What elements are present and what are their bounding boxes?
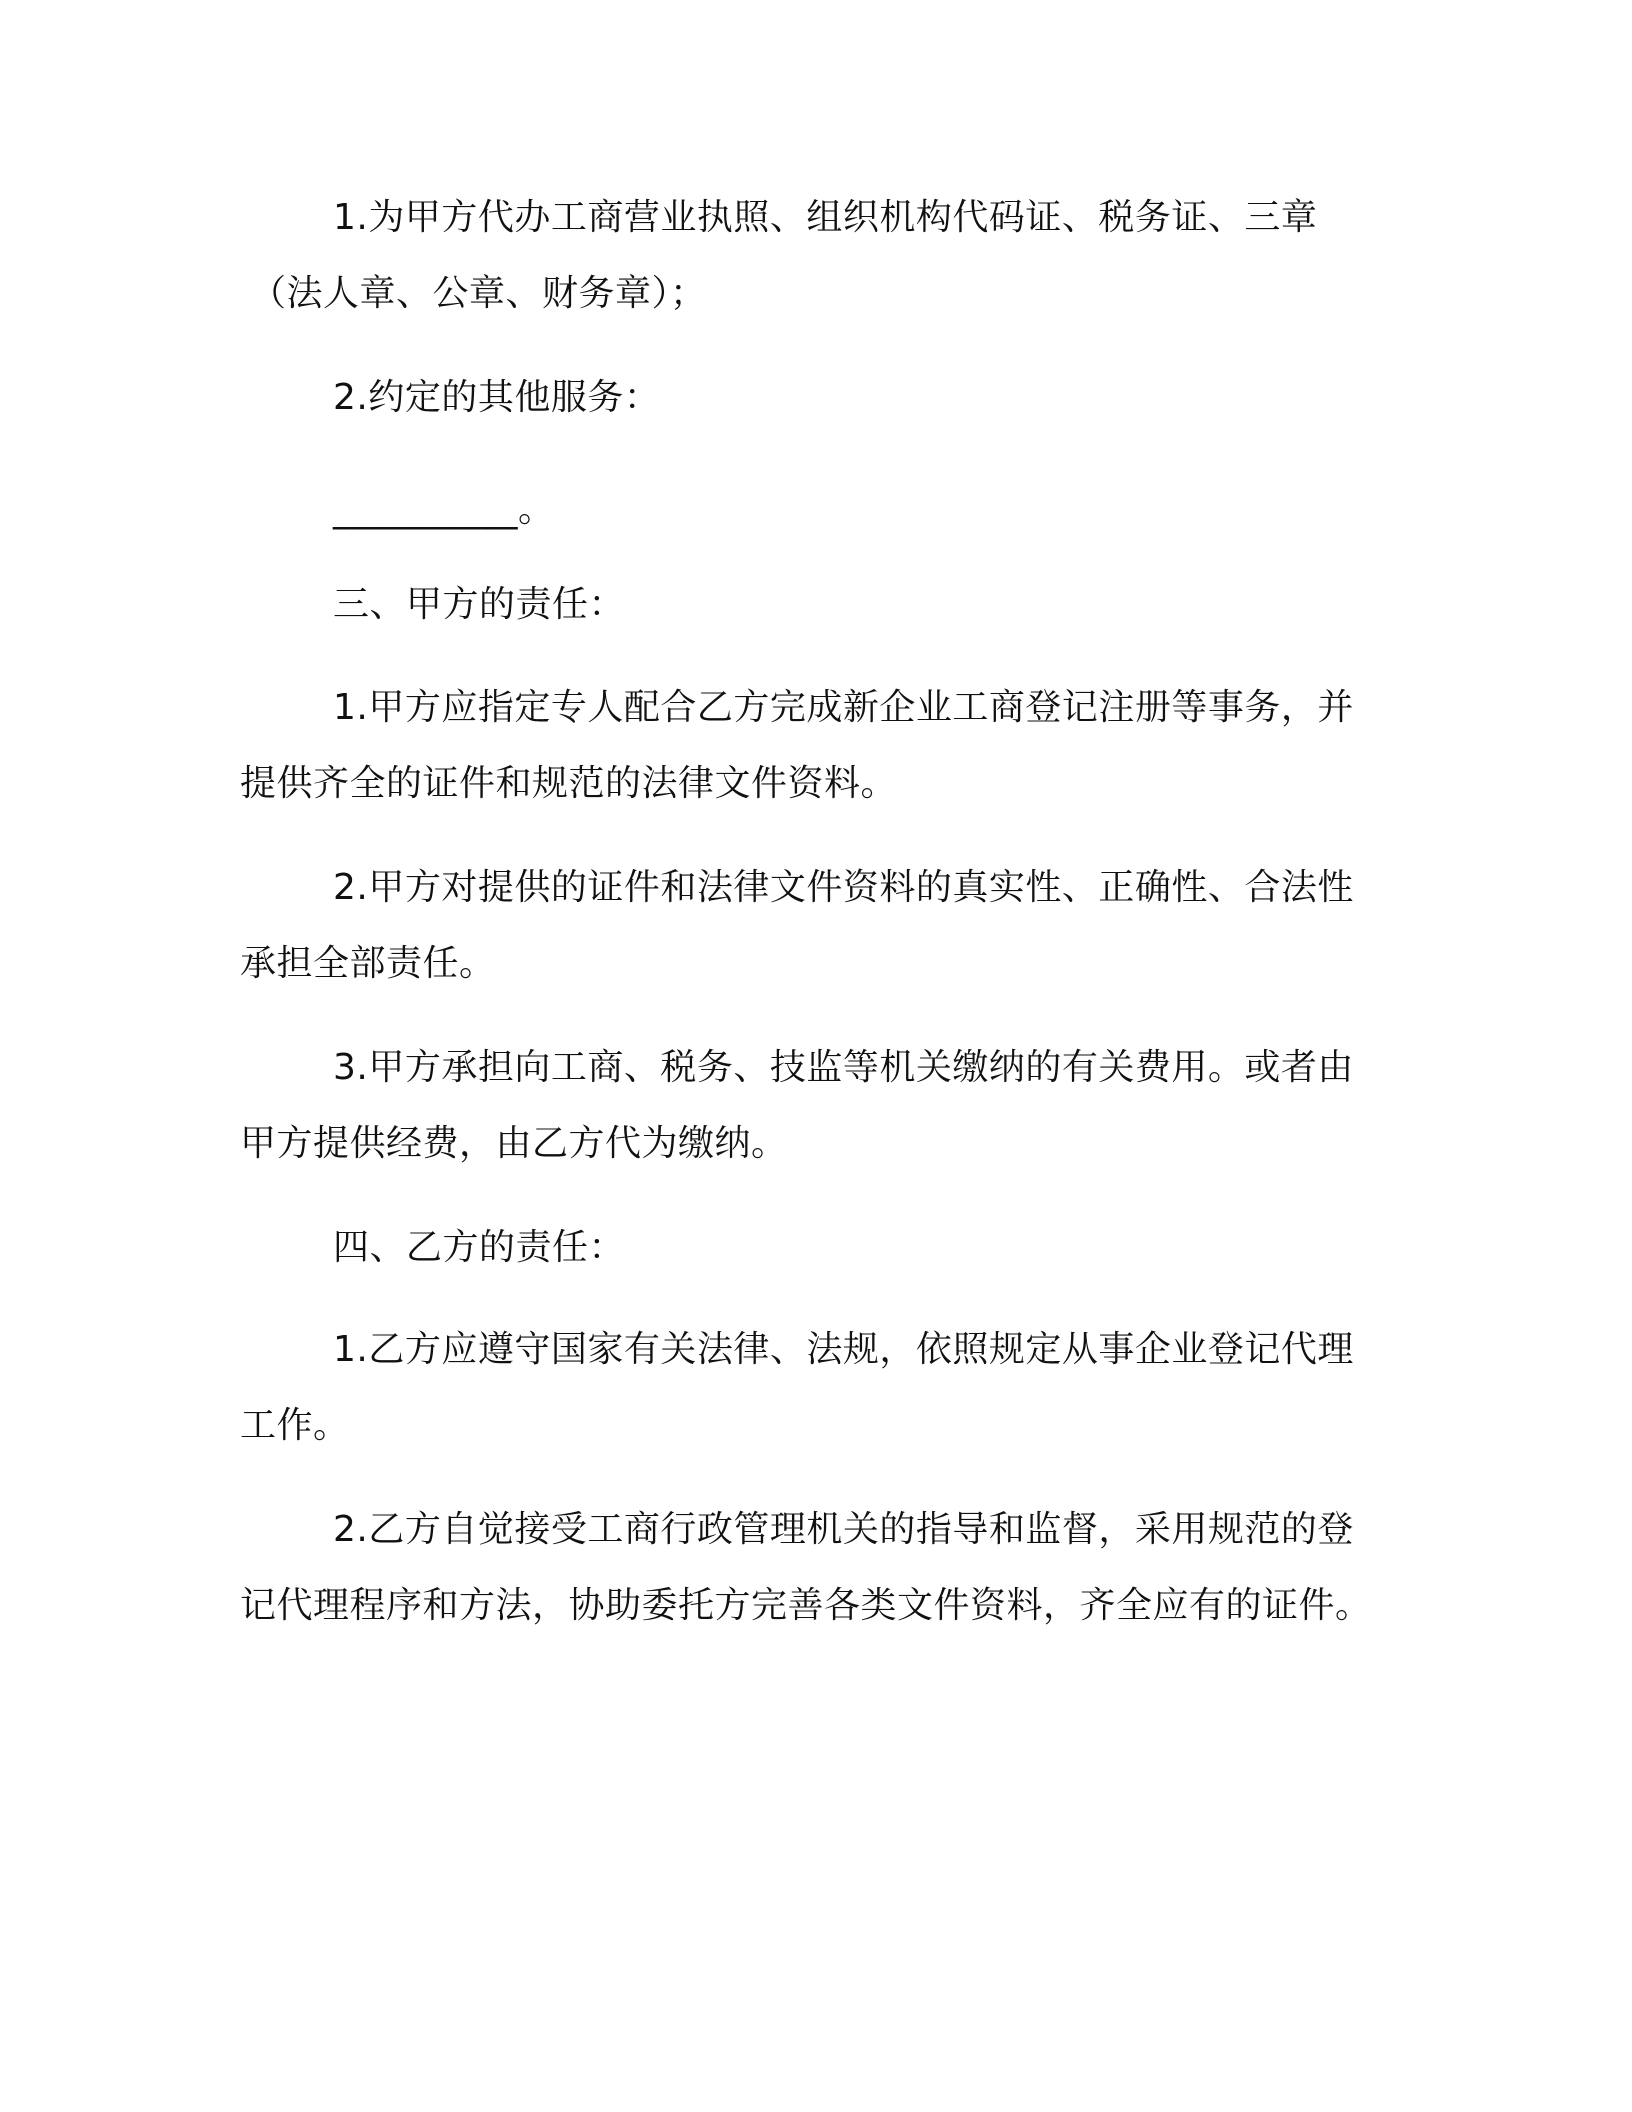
paragraph-5-line-1: 1.甲方应指定专人配合乙方完成新企业工商登记注册等事务，并 [333, 687, 1354, 728]
paragraph-7-line-2: 甲方提供经费，由乙方代为缴纳。 [240, 1123, 788, 1164]
paragraph-3-blank-line: __________。 [333, 489, 555, 530]
paragraph-10-line-2: 记代理程序和方法，协助委托方完善各类文件资料，齐全应有的证件。 [240, 1585, 1372, 1626]
paragraph-9-line-1: 1.乙方应遵守国家有关法律、法规，依照规定从事企业登记代理 [333, 1329, 1354, 1370]
paragraph-6-line-1: 2.甲方对提供的证件和法律文件资料的真实性、正确性、合法性 [333, 867, 1354, 908]
section-heading-party-a: 三、甲方的责任： [333, 584, 626, 625]
paragraph-2-line-1: 2.约定的其他服务： [333, 377, 661, 418]
paragraph-9-line-2: 工作。 [240, 1405, 350, 1446]
paragraph-1-line-1: 1.为甲方代办工商营业执照、组织机构代码证、税务证、三章 [333, 197, 1318, 238]
section-heading-party-b: 四、乙方的责任： [333, 1227, 626, 1268]
paragraph-1-line-2: （法人章、公章、财务章）； [250, 273, 707, 314]
paragraph-10-line-1: 2.乙方自觉接受工商行政管理机关的指导和监督，采用规范的登 [333, 1509, 1354, 1550]
paragraph-6-line-2: 承担全部责任。 [240, 943, 496, 984]
paragraph-7-line-1: 3.甲方承担向工商、税务、技监等机关缴纳的有关费用。或者由 [333, 1047, 1354, 1088]
paragraph-5-line-2: 提供齐全的证件和规范的法律文件资料。 [240, 763, 898, 804]
